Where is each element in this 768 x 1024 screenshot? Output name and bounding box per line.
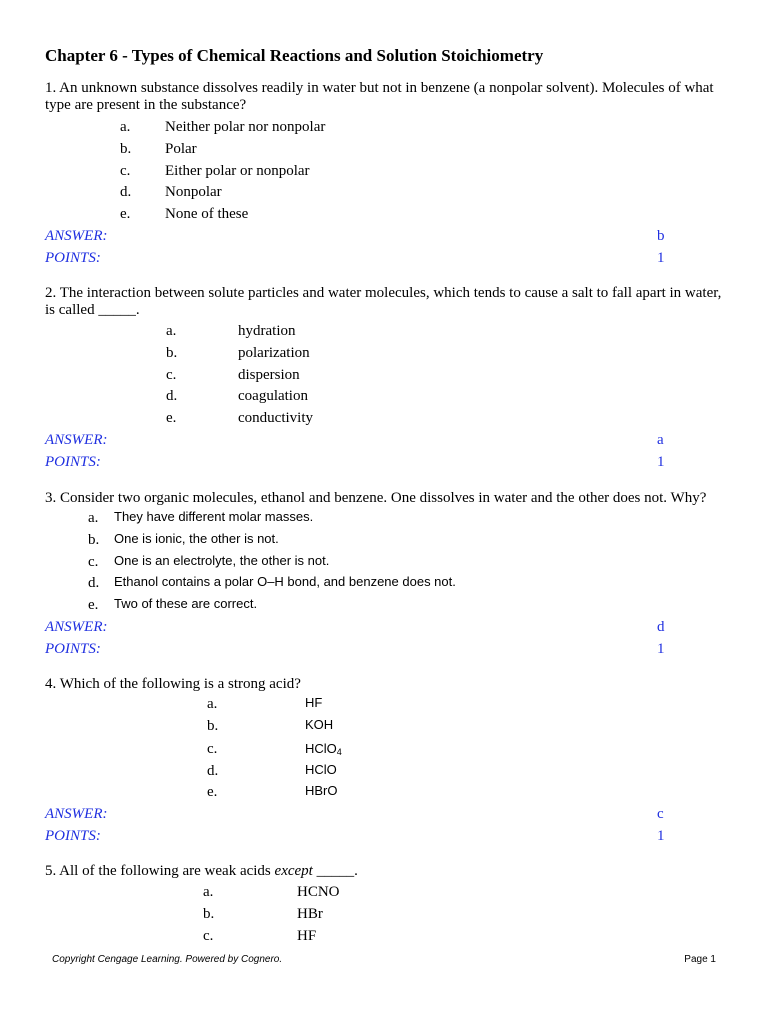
option-letter: c. — [120, 163, 131, 179]
option-letter: d. — [207, 763, 219, 779]
option-letter: a. — [166, 323, 177, 339]
option-letter: b. — [203, 906, 215, 922]
option-text: Neither polar nor nonpolar — [165, 119, 326, 135]
points-value: 1 — [657, 454, 665, 470]
chapter-title: Chapter 6 - Types of Chemical Reactions and Solution Stoichiometry — [45, 46, 544, 65]
footer-page-number: Page 1 — [684, 954, 716, 965]
option-text: coagulation — [238, 388, 308, 404]
stem-suffix: _____. — [312, 863, 358, 879]
option-text: One is ionic, the other is not. — [114, 531, 279, 546]
option-letter: d. — [166, 388, 178, 404]
points-label: POINTS: — [45, 641, 101, 657]
points-label: POINTS: — [45, 828, 101, 844]
formula-base: HClO — [305, 741, 337, 756]
answer-value: a — [657, 432, 664, 448]
option-letter: e. — [120, 206, 131, 222]
answer-label: ANSWER: — [45, 619, 108, 635]
option-letter: b. — [120, 141, 132, 157]
question-2-stem: 2. The interaction between solute particles and water molecules, which tends to cause a salt to fall apart in water, is called _____. — [45, 285, 722, 318]
option-text: hydration — [238, 323, 296, 339]
option-text: Ethanol contains a polar O–H bond, and benzene does not. — [114, 574, 456, 589]
points-value: 1 — [657, 641, 665, 657]
option-text: KOH — [305, 717, 334, 732]
option-letter: a. — [203, 884, 214, 900]
option-text — [305, 740, 342, 761]
option-letter: b. — [166, 345, 178, 361]
stem-emphasis: except — [274, 863, 313, 879]
footer-copyright: Copyright Cengage Learning. Powered by Cognero. — [52, 954, 283, 965]
points-label: POINTS: — [45, 250, 101, 266]
answer-label: ANSWER: — [45, 228, 108, 244]
answer-value: d — [657, 619, 665, 635]
option-text: HBrO — [305, 783, 338, 798]
option-text: They have different molar masses. — [114, 509, 314, 524]
option-letter: c. — [207, 741, 218, 757]
option-text: conductivity — [238, 410, 313, 426]
answer-value: c — [657, 806, 664, 822]
option-text: HBr — [297, 906, 323, 922]
formula-subscript: 4 — [336, 747, 342, 757]
option-text: Either polar or nonpolar — [165, 163, 310, 179]
points-label: POINTS: — [45, 454, 101, 470]
option-text: None of these — [165, 206, 249, 222]
option-text: polarization — [238, 345, 310, 361]
question-4-stem: 4. Which of the following is a strong acid? — [45, 676, 301, 692]
option-letter: b. — [88, 532, 100, 548]
points-value: 1 — [657, 828, 665, 844]
option-letter: b. — [207, 718, 219, 734]
option-text: HF — [297, 928, 317, 944]
option-letter: d. — [88, 575, 100, 591]
option-letter: a. — [88, 510, 99, 526]
option-text: HF — [305, 695, 323, 710]
option-text: dispersion — [238, 367, 300, 383]
option-text: HCNO — [297, 884, 340, 900]
stem-prefix: 5. All of the following are weak acids — [45, 863, 275, 879]
question-1-stem: 1. An unknown substance dissolves readily in water but not in benzene (a nonpolar solvent). Molecules of what type are present in the substance? — [45, 80, 714, 113]
option-letter: a. — [120, 119, 131, 135]
option-text: Two of these are correct. — [114, 596, 258, 611]
option-text: Nonpolar — [165, 184, 222, 200]
option-letter: c. — [88, 554, 99, 570]
option-letter: d. — [120, 184, 132, 200]
answer-label: ANSWER: — [45, 806, 108, 822]
option-text: Polar — [165, 141, 197, 157]
answer-value: b — [657, 228, 665, 244]
option-text: HClO — [305, 762, 337, 777]
option-letter: c. — [166, 367, 177, 383]
option-text: One is an electrolyte, the other is not. — [114, 553, 330, 568]
question-5-stem — [45, 863, 725, 880]
points-value: 1 — [657, 250, 665, 266]
option-letter: c. — [203, 928, 214, 944]
answer-label: ANSWER: — [45, 432, 108, 448]
option-letter: e. — [88, 597, 99, 613]
option-letter: e. — [207, 784, 218, 800]
option-letter: e. — [166, 410, 177, 426]
option-letter: a. — [207, 696, 218, 712]
question-3-stem: 3. Consider two organic molecules, ethanol and benzene. One dissolves in water and the other does not. Why? — [45, 490, 707, 506]
